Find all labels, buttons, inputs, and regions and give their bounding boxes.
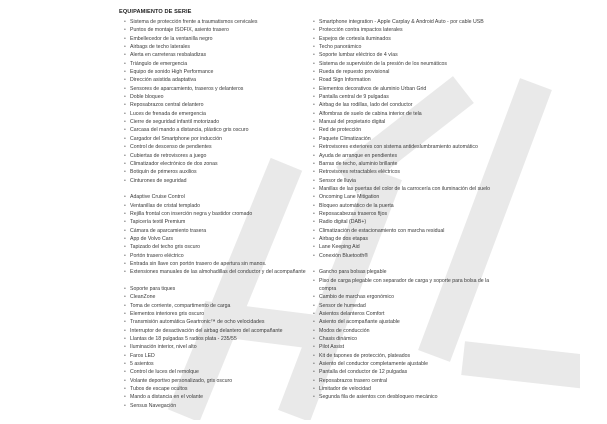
bullet-icon: •	[124, 219, 126, 226]
feature-item	[124, 68, 306, 76]
feature-label: Climatización de estacionamiento con marcha residual	[319, 227, 445, 234]
feature-label: Kit de tapones de protección, plateados	[319, 352, 411, 359]
bullet-icon: •	[313, 327, 315, 334]
feature-item	[124, 293, 306, 301]
feature-label: Asientos delanteros Comfort	[319, 311, 385, 318]
bullet-icon: •	[313, 27, 315, 34]
feature-item	[313, 85, 505, 93]
bullet-icon: •	[313, 202, 315, 209]
bullet-icon: •	[313, 44, 315, 51]
feature-item	[313, 277, 505, 294]
feature-item	[124, 252, 306, 260]
bullet-icon: •	[313, 169, 315, 176]
bullet-icon: •	[124, 177, 126, 184]
feature-item	[124, 260, 306, 268]
bullet-icon: •	[313, 252, 315, 259]
feature-item	[124, 377, 306, 385]
bullet-icon: •	[124, 110, 126, 117]
feature-item	[124, 85, 306, 93]
feature-item	[313, 243, 505, 251]
feature-item	[124, 193, 306, 201]
bullet-icon: •	[313, 177, 315, 184]
feature-item	[313, 101, 505, 109]
bullet-icon: •	[124, 60, 126, 67]
feature-label: Interruptor de desactivación del airbag delantero del acompañante	[130, 327, 283, 334]
feature-label: Pantalla del conductor de 12 pulgadas	[319, 369, 408, 376]
bullet-icon: •	[313, 144, 315, 151]
bullet-icon: •	[124, 352, 126, 359]
bullet-icon: •	[313, 127, 315, 134]
feature-item	[313, 135, 505, 143]
bullet-icon: •	[313, 277, 315, 284]
bullet-icon: •	[124, 311, 126, 318]
feature-label: Control de luces del remolque	[130, 369, 199, 376]
feature-item	[124, 368, 306, 376]
feature-label: Cargador del Smartphone por inducción	[130, 135, 222, 142]
feature-label: Alerta en carreteras resbaladizas	[130, 52, 207, 59]
feature-label: Asiento del conductor completamente ajustable	[319, 361, 429, 368]
bullet-icon: •	[313, 377, 315, 384]
feature-item	[313, 268, 505, 276]
feature-item	[313, 118, 505, 126]
feature-label: Entrada sin llave con portón trasero de apertura sin manos.	[130, 260, 267, 267]
feature-label: Ayuda de arranque en pendientes	[319, 152, 398, 159]
bullet-icon: •	[124, 44, 126, 51]
section-heading: EQUIPAMIENTO DE SERIE	[119, 9, 192, 15]
feature-item	[124, 160, 306, 168]
feature-label: Lane Keeping Aid	[319, 244, 360, 251]
feature-label: Cambio de marchas ergonómico	[319, 294, 394, 301]
feature-item	[124, 76, 306, 84]
feature-label: Techo panorámico	[319, 44, 362, 51]
bullet-icon: •	[313, 135, 315, 142]
bullet-icon: •	[124, 344, 126, 351]
feature-label: Rejilla frontal con inserción negra y bastidor cromado	[130, 210, 253, 217]
feature-label: Reposabrazos central delantero	[130, 102, 204, 109]
feature-label: Airbag de las rodillas, lado del conductor	[319, 102, 413, 109]
bullet-icon: •	[124, 102, 126, 109]
feature-label: 5 asientos	[130, 361, 154, 368]
feature-label: Elementos decorativos de aluminio Urban Grid	[319, 85, 427, 92]
bullet-icon: •	[124, 69, 126, 76]
feature-label: Botiquín de primeros auxilios	[130, 169, 197, 176]
feature-label: Limitador de velocidad	[319, 386, 371, 393]
feature-item	[313, 160, 505, 168]
bullet-icon: •	[124, 327, 126, 334]
feature-label: Asiento del acompañante ajustable	[319, 319, 400, 326]
bullet-icon: •	[313, 60, 315, 67]
feature-label: Sensor de humedad	[319, 302, 366, 309]
bullet-icon: •	[124, 19, 126, 25]
feature-label: Espejos de cortesía iluminados	[319, 35, 391, 42]
feature-item	[313, 327, 505, 335]
feature-label: Carcasa del mando a distancia, plástico gris oscuro	[130, 127, 249, 134]
feature-item	[124, 385, 306, 393]
feature-label: Extensiones manuales de las almohadillas del conductor y del acompañante	[130, 269, 306, 276]
bullet-icon: •	[313, 294, 315, 301]
bullet-icon: •	[124, 286, 126, 292]
feature-label: Dirección asistida adaptativa	[130, 77, 197, 84]
feature-item	[124, 35, 306, 43]
bullet-icon: •	[124, 194, 126, 201]
feature-item	[313, 235, 505, 243]
bullet-icon: •	[313, 119, 315, 126]
feature-label: Mando a distancia en el volante	[130, 394, 203, 401]
feature-item	[313, 51, 505, 59]
feature-item	[124, 177, 306, 185]
feature-label: Sensores de aparcamiento, traseros y delanteros	[130, 85, 244, 92]
bullet-icon: •	[313, 19, 315, 25]
feature-label: Triángulo de emergencia	[130, 60, 188, 67]
feature-item	[313, 318, 505, 326]
feature-label: Oncoming Lane Mitigation	[319, 194, 380, 201]
list-spacer	[124, 185, 306, 193]
feature-item	[124, 402, 306, 410]
bullet-icon: •	[124, 294, 126, 301]
feature-label: Faros LED	[130, 352, 155, 359]
feature-label: Iluminación interior, nivel alto	[130, 344, 197, 351]
bullet-icon: •	[124, 152, 126, 159]
bullet-icon: •	[124, 235, 126, 242]
bullet-icon: •	[124, 319, 126, 326]
bullet-icon: •	[124, 386, 126, 393]
feature-item	[124, 335, 306, 343]
feature-item	[124, 268, 306, 276]
right-feature-list	[313, 18, 505, 402]
feature-label: Cámara de aparcamiento trasera	[130, 227, 207, 234]
feature-label: Chasis dinámico	[319, 336, 358, 343]
feature-label: Elementos interiores gris oscuro	[130, 311, 205, 318]
bullet-icon: •	[124, 144, 126, 151]
feature-label: Luces de frenada de emergencia	[130, 110, 206, 117]
feature-label: Transmisión automática Geartronic™ de ocho velocidades	[130, 319, 265, 326]
feature-item	[313, 377, 505, 385]
feature-item	[124, 318, 306, 326]
feature-item	[124, 101, 306, 109]
feature-item	[313, 93, 505, 101]
bullet-icon: •	[313, 69, 315, 76]
feature-item	[313, 152, 505, 160]
feature-label: Pantalla central de 9 pulgadas	[319, 94, 389, 101]
feature-item	[124, 243, 306, 251]
feature-label: Barras de techo, aluminio brillante	[319, 160, 398, 167]
feature-label: Gancho para bolsas plegable	[319, 269, 387, 276]
feature-item	[124, 18, 306, 26]
bullet-icon: •	[313, 227, 315, 234]
bullet-icon: •	[124, 210, 126, 217]
feature-item	[124, 143, 306, 151]
bullet-icon: •	[313, 152, 315, 159]
list-spacer	[313, 260, 505, 268]
feature-label: Equipo de sonido High Performance	[130, 69, 214, 76]
feature-label: Embellecedor de la ventanilla negro	[130, 35, 213, 42]
feature-item	[313, 202, 505, 210]
feature-label: Modos de conducción	[319, 327, 370, 334]
feature-label: Airbags de techo laterales	[130, 44, 190, 51]
feature-item	[124, 310, 306, 318]
feature-label: Red de protección	[319, 127, 362, 134]
feature-label: Manual del propietario digital	[319, 119, 386, 126]
bullet-icon: •	[124, 202, 126, 209]
feature-item	[313, 26, 505, 34]
feature-label: Bloqueo automático de la puerta	[319, 202, 394, 209]
bullet-icon: •	[124, 336, 126, 343]
feature-label: Doble bloqueo	[130, 94, 164, 101]
bullet-icon: •	[313, 394, 315, 401]
list-spacer	[124, 277, 306, 285]
feature-item	[124, 227, 306, 235]
feature-label: Protección contra impactos laterales	[319, 27, 403, 34]
feature-label: Reposacabezas traseros fijos	[319, 210, 388, 217]
bullet-icon: •	[124, 377, 126, 384]
bullet-icon: •	[313, 94, 315, 101]
feature-item	[124, 152, 306, 160]
bullet-icon: •	[313, 344, 315, 351]
bullet-icon: •	[124, 77, 126, 84]
feature-item	[313, 310, 505, 318]
bullet-icon: •	[313, 361, 315, 368]
feature-label: Sistema de supervisión de la presión de los neumáticos	[319, 60, 448, 67]
feature-item	[124, 126, 306, 134]
feature-item	[313, 110, 505, 118]
feature-item	[124, 343, 306, 351]
bullet-icon: •	[313, 110, 315, 117]
bullet-icon: •	[313, 210, 315, 217]
bullet-icon: •	[313, 302, 315, 309]
feature-item	[313, 168, 505, 176]
bullet-icon: •	[313, 52, 315, 59]
bullet-icon: •	[313, 194, 315, 201]
feature-label: Climatizador electrónico de dos zonas	[130, 160, 218, 167]
bullet-icon: •	[313, 160, 315, 167]
feature-item	[313, 252, 505, 260]
bullet-icon: •	[124, 27, 126, 34]
bullet-icon: •	[313, 369, 315, 376]
feature-label: Tapizado del techo gris oscuro	[130, 244, 201, 251]
feature-label: Volante deportivo personalizado, gris oscuro	[130, 377, 233, 384]
bullet-icon: •	[124, 119, 126, 126]
feature-item	[124, 135, 306, 143]
feature-label: Manillas de las puertas del color de la carrocería con iluminación del suelo	[319, 185, 490, 192]
feature-item	[313, 18, 505, 26]
bullet-icon: •	[313, 269, 315, 276]
feature-item	[124, 202, 306, 210]
bullet-icon: •	[313, 244, 315, 251]
left-feature-list	[124, 18, 306, 410]
feature-item	[313, 185, 505, 193]
bullet-icon: •	[313, 311, 315, 318]
feature-item	[124, 352, 306, 360]
bullet-icon: •	[124, 35, 126, 42]
feature-item	[313, 35, 505, 43]
bullet-icon: •	[124, 135, 126, 142]
feature-item	[313, 368, 505, 376]
feature-item	[313, 76, 505, 84]
feature-item	[313, 210, 505, 218]
feature-item	[124, 285, 306, 293]
bullet-icon: •	[124, 127, 126, 134]
bullet-icon: •	[124, 244, 126, 251]
feature-item	[313, 68, 505, 76]
bullet-icon: •	[124, 361, 126, 368]
bullet-icon: •	[124, 227, 126, 234]
feature-item	[124, 360, 306, 368]
feature-item	[124, 118, 306, 126]
feature-label: Paquete Climatización	[319, 135, 371, 142]
bullet-icon: •	[313, 85, 315, 92]
feature-label: Soporte lumbar eléctrico de 4 vías	[319, 52, 398, 59]
feature-item	[313, 385, 505, 393]
feature-label: Smartphone integration - Apple Carplay & Android Auto - por cable USB	[319, 19, 484, 25]
feature-item	[313, 143, 505, 151]
feature-label: Radio digital (DAB+)	[319, 219, 367, 226]
feature-label: Sensor de lluvia	[319, 177, 356, 184]
feature-label: Llantas de 18 pulgadas 5 radios plata - 235/55	[130, 336, 237, 343]
feature-item	[124, 60, 306, 68]
feature-label: Cierre de seguridad infantil motorizado	[130, 119, 220, 126]
bullet-icon: •	[313, 386, 315, 393]
feature-label: Toma de corriente, compartimento de carga	[130, 302, 231, 309]
feature-label: Portón trasero eléctrico	[130, 252, 184, 259]
feature-label: Road Sign Information	[319, 77, 371, 84]
feature-item	[313, 360, 505, 368]
feature-label: Pilot Assist	[319, 344, 345, 351]
feature-item	[313, 126, 505, 134]
feature-label: Retrovisores exteriores con sistema antideslumbramiento automático	[319, 144, 478, 151]
feature-label: Soporte para tiques	[130, 286, 176, 292]
bullet-icon: •	[124, 94, 126, 101]
bullet-icon: •	[313, 336, 315, 343]
feature-item	[313, 302, 505, 310]
bullet-icon: •	[313, 235, 315, 242]
bullet-icon: •	[124, 369, 126, 376]
bullet-icon: •	[313, 352, 315, 359]
bullet-icon: •	[124, 260, 126, 267]
feature-item	[124, 327, 306, 335]
bullet-icon: •	[124, 302, 126, 309]
feature-label: Sistema de protección frente a traumatismos cervicales	[130, 19, 258, 25]
feature-item	[124, 26, 306, 34]
bullet-icon: •	[124, 52, 126, 59]
feature-item	[313, 193, 505, 201]
feature-label: Piso de carga plegable con separador de carga y soporte para bolsa de la compra	[319, 277, 490, 292]
feature-item	[313, 352, 505, 360]
bullet-icon: •	[124, 85, 126, 92]
feature-item	[124, 168, 306, 176]
feature-label: Airbag de dos etapas	[319, 235, 369, 242]
feature-item	[313, 335, 505, 343]
feature-item	[313, 218, 505, 226]
feature-label: Cubiertas de retrovisores a juego	[130, 152, 207, 159]
feature-label: CleanZone	[130, 294, 156, 301]
bullet-icon: •	[124, 394, 126, 401]
feature-label: Conexión Bluetooth®	[319, 252, 369, 259]
bullet-icon: •	[313, 185, 315, 192]
bullet-icon: •	[124, 402, 126, 409]
bullet-icon: •	[124, 252, 126, 259]
bullet-icon: •	[313, 77, 315, 84]
feature-label: Sensus Navegación	[130, 402, 177, 409]
feature-item	[313, 227, 505, 235]
feature-label: Control de descenso de pendientes	[130, 144, 212, 151]
bullet-icon: •	[124, 269, 126, 276]
feature-label: Reposabrazos trasero central	[319, 377, 388, 384]
feature-item	[124, 235, 306, 243]
feature-label: Cinturones de seguridad	[130, 177, 187, 184]
feature-label: App de Volvo Cars	[130, 235, 173, 242]
bullet-icon: •	[313, 102, 315, 109]
feature-item	[313, 177, 505, 185]
feature-item	[313, 60, 505, 68]
feature-item	[313, 43, 505, 51]
feature-item	[124, 218, 306, 226]
feature-label: Tapicería textil Premium	[130, 219, 186, 226]
feature-label: Segunda fila de asientos con desbloqueo mecánico	[319, 394, 438, 401]
feature-item	[124, 302, 306, 310]
bullet-icon: •	[313, 319, 315, 326]
feature-label: Adaptive Cruise Control	[130, 194, 185, 201]
feature-item	[124, 393, 306, 401]
bullet-icon: •	[313, 219, 315, 226]
feature-item	[313, 293, 505, 301]
feature-label: Retrovisores retractables eléctricos	[319, 169, 401, 176]
feature-item	[124, 110, 306, 118]
bullet-icon: •	[124, 169, 126, 176]
feature-label: Rueda de repuesto provisional	[319, 69, 390, 76]
feature-item	[124, 93, 306, 101]
feature-item	[124, 51, 306, 59]
feature-item	[313, 343, 505, 351]
feature-label: Tubos de escape ocultos	[130, 386, 188, 393]
feature-item	[313, 393, 505, 401]
bullet-icon: •	[124, 160, 126, 167]
bullet-icon: •	[313, 35, 315, 42]
feature-label: Ventanillas de cristal templado	[130, 202, 201, 209]
feature-label: Alfombras de suelo de cabina interior de tela	[319, 110, 422, 117]
feature-label: Puntos de montaje ISOFIX, asiento trasero	[130, 27, 229, 34]
feature-item	[124, 210, 306, 218]
feature-item	[124, 43, 306, 51]
